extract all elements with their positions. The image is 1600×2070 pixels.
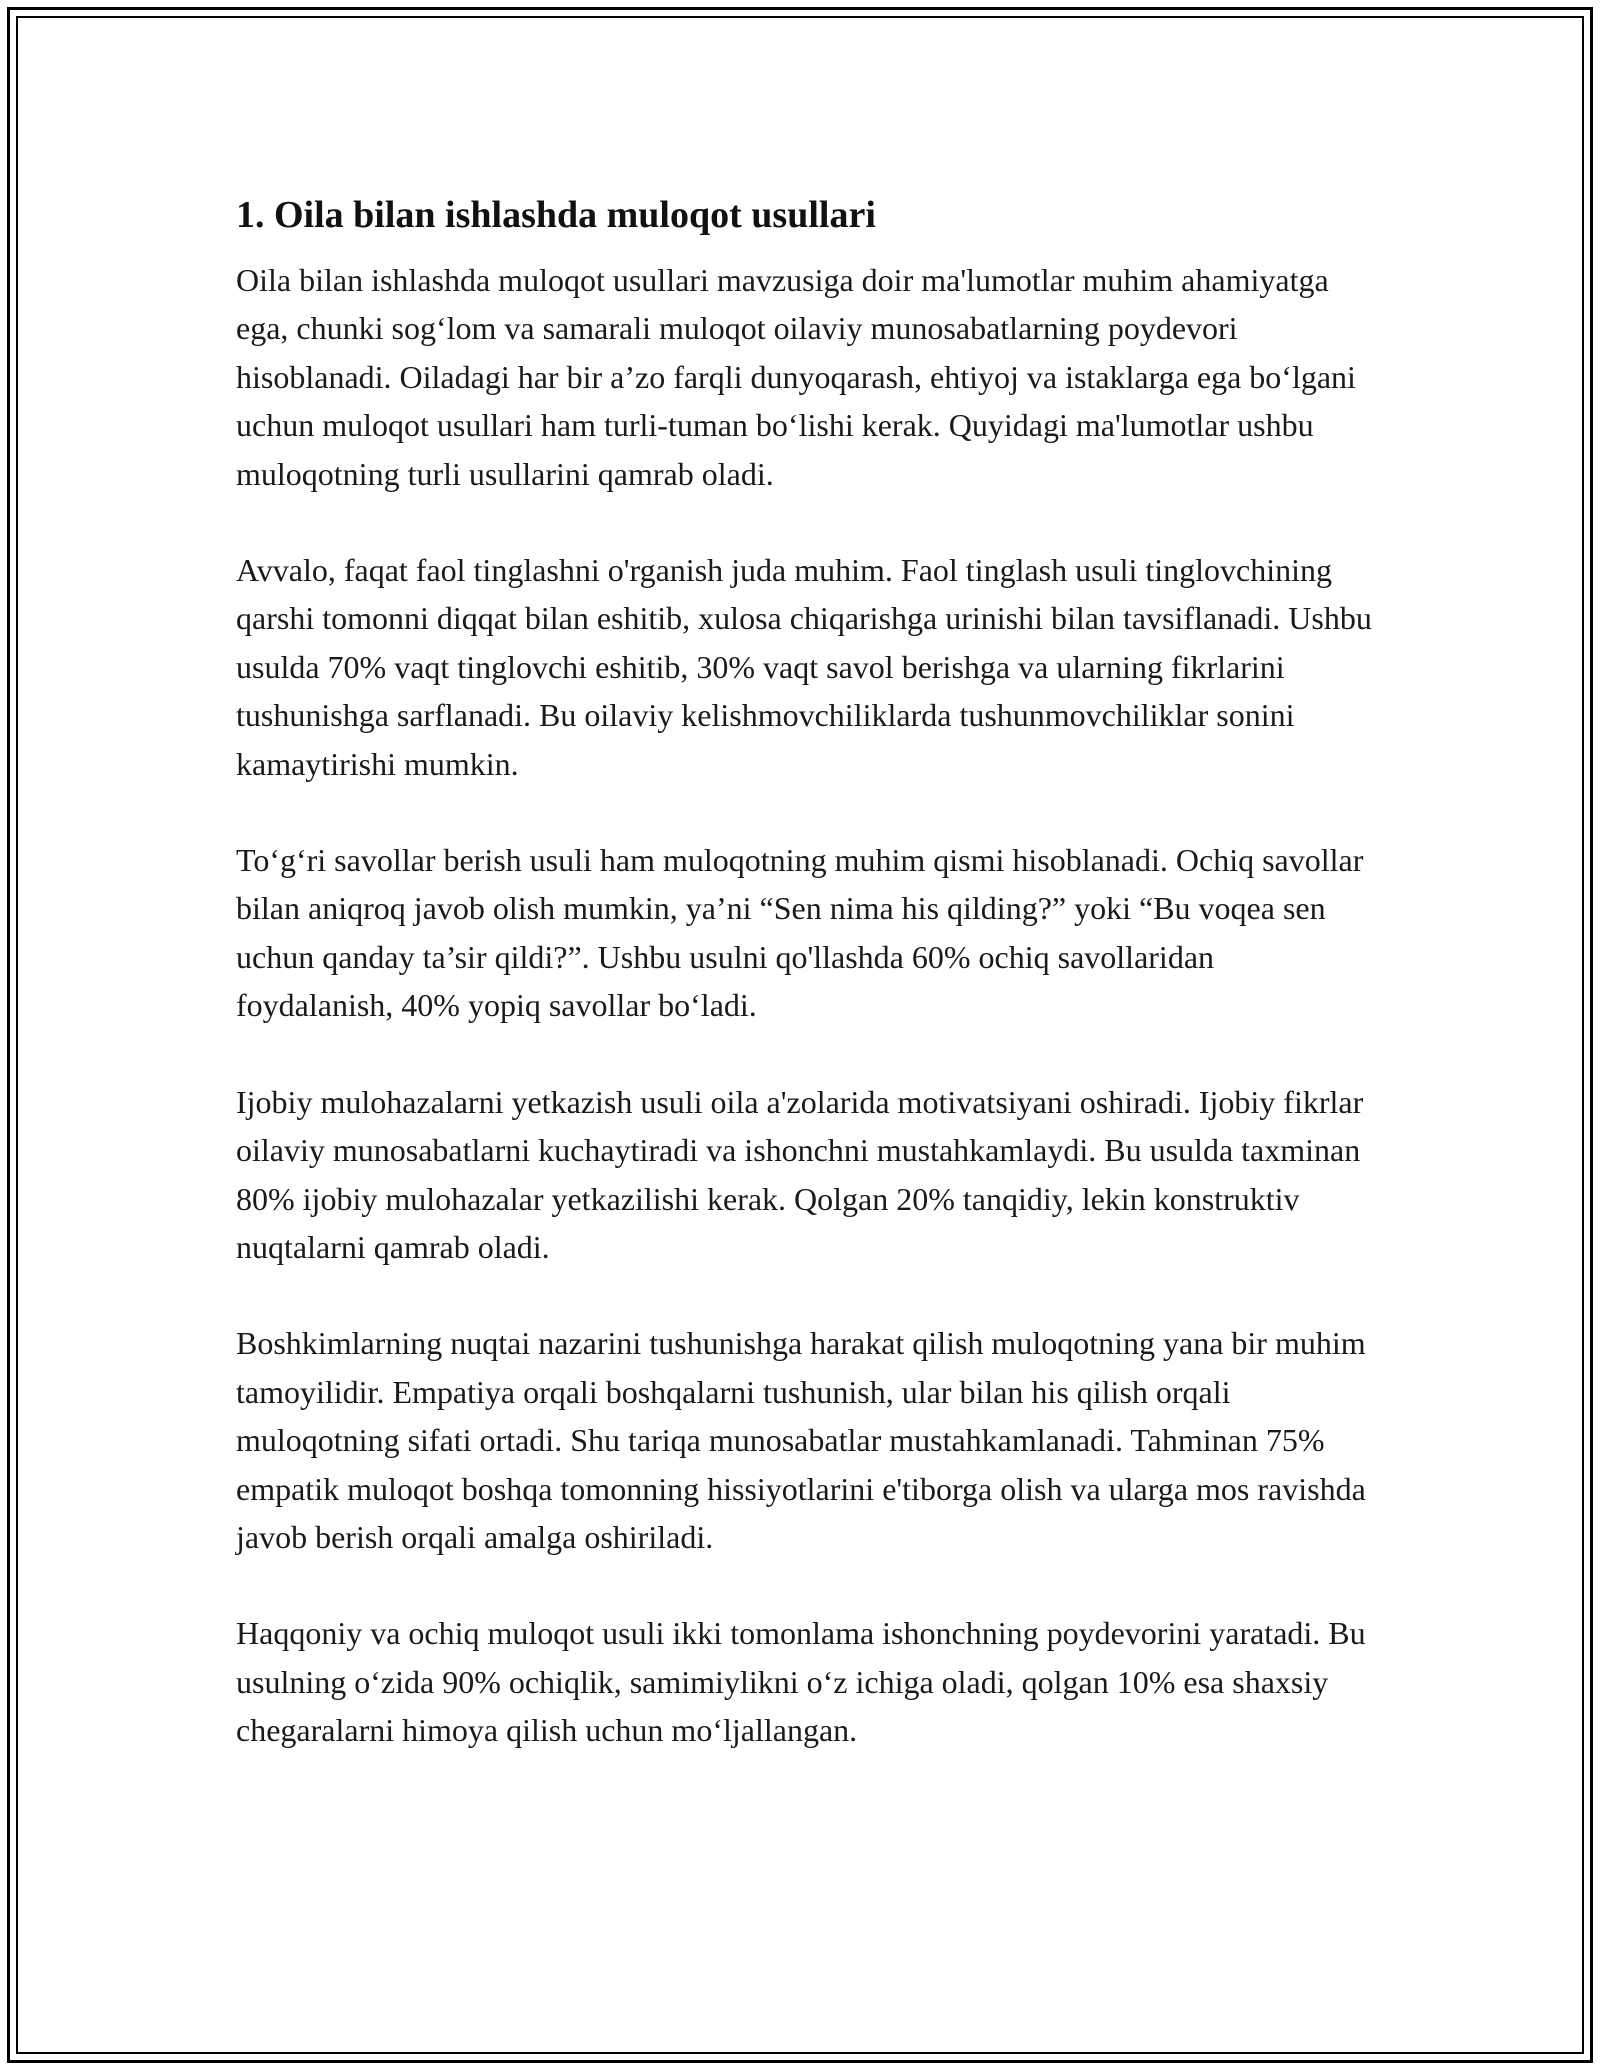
paragraph-intro: Oila bilan ishlashda muloqot usullari mavzusiga doir ma'lumotlar muhim ahamiyatga ega, chunki sog‘lom va samarali muloqot oilaviy munosabatlarning poydevori hisoblanadi. Oiladagi har bir a’zo farqli dunyoqarash, ehtiyoj va istaklarga ega bo‘lgani uchun muloqot usullari ham turli-tuman bo‘lishi kerak. Quyidagi ma'lumotlar ushbu muloqotning turli usullarini qamrab oladi.	[236, 262, 1356, 492]
paragraph-empathy: Boshkimlarning nuqtai nazarini tushunishga harakat qilish muloqotning yana bir muhim tamoyilidir. Empatiya orqali boshqalarni tushunish, ular bilan his qilish orqali muloqotning sifati ortadi. Shu tariqa munosabatlar mustahkamlanadi. Tahminan 75% empatik muloqot boshqa tomonning hissiyotlarini e'tiborga olish va ularga mos ravishda javob berish orqali amalga oshiriladi.	[236, 1325, 1366, 1555]
paragraph-active-listening: Avvalo, faqat faol tinglashni o'rganish juda muhim. Faol tinglash usuli tinglovchining qarshi tomonni diqqat bilan eshitib, xulosa chiqarishga urinishi bilan tavsiflanadi. Ushbu usulda 70% vaqt tinglovchi eshitib, 30% vaqt savol berishga va ularning fikrlarini tushunishga sarflanadi. Bu oilaviy kelishmovchiliklarda tushunmovchiliklar sonini kamaytirishi mumkin.	[236, 552, 1372, 782]
document-body	[236, 190, 1376, 1803]
section-heading: 1. Oila bilan ishlashda muloqot usullari	[236, 194, 876, 236]
paragraph-open-communication: Haqqoniy va ochiq muloqot usuli ikki tomonlama ishonchning poydevorini yaratadi. Bu usulning o‘zida 90% ochiqlik, samimiylikni o‘z ichiga oladi, qolgan 10% esa shaxsiy chegaralarni himoya qilish uchun mo‘ljallangan.	[236, 1615, 1366, 1749]
paragraph-right-questions: To‘g‘ri savollar berish usuli ham muloqotning muhim qismi hisoblanadi. Ochiq savollar bilan aniqroq javob olish mumkin, ya’ni “Sen nima his qilding?” yoki “Bu voqea sen uchun qanday ta’sir qildi?”. Ushbu usulni qo'llashda 60% ochiq savollaridan foydalanish, 40% yopiq savollar bo‘ladi.	[236, 842, 1364, 1024]
paragraph-positive-feedback: Ijobiy mulohazalarni yetkazish usuli oila a'zolarida motivatsiyani oshiradi. Ijobiy fikrlar oilaviy munosabatlarni kuchaytiradi va ishonchni mustahkamlaydi. Bu usulda taxminan 80% ijobiy mulohazalar yetkazilishi kerak. Qolgan 20% tanqidiy, lekin konstruktiv nuqtalarni qamrab oladi.	[236, 1083, 1364, 1265]
